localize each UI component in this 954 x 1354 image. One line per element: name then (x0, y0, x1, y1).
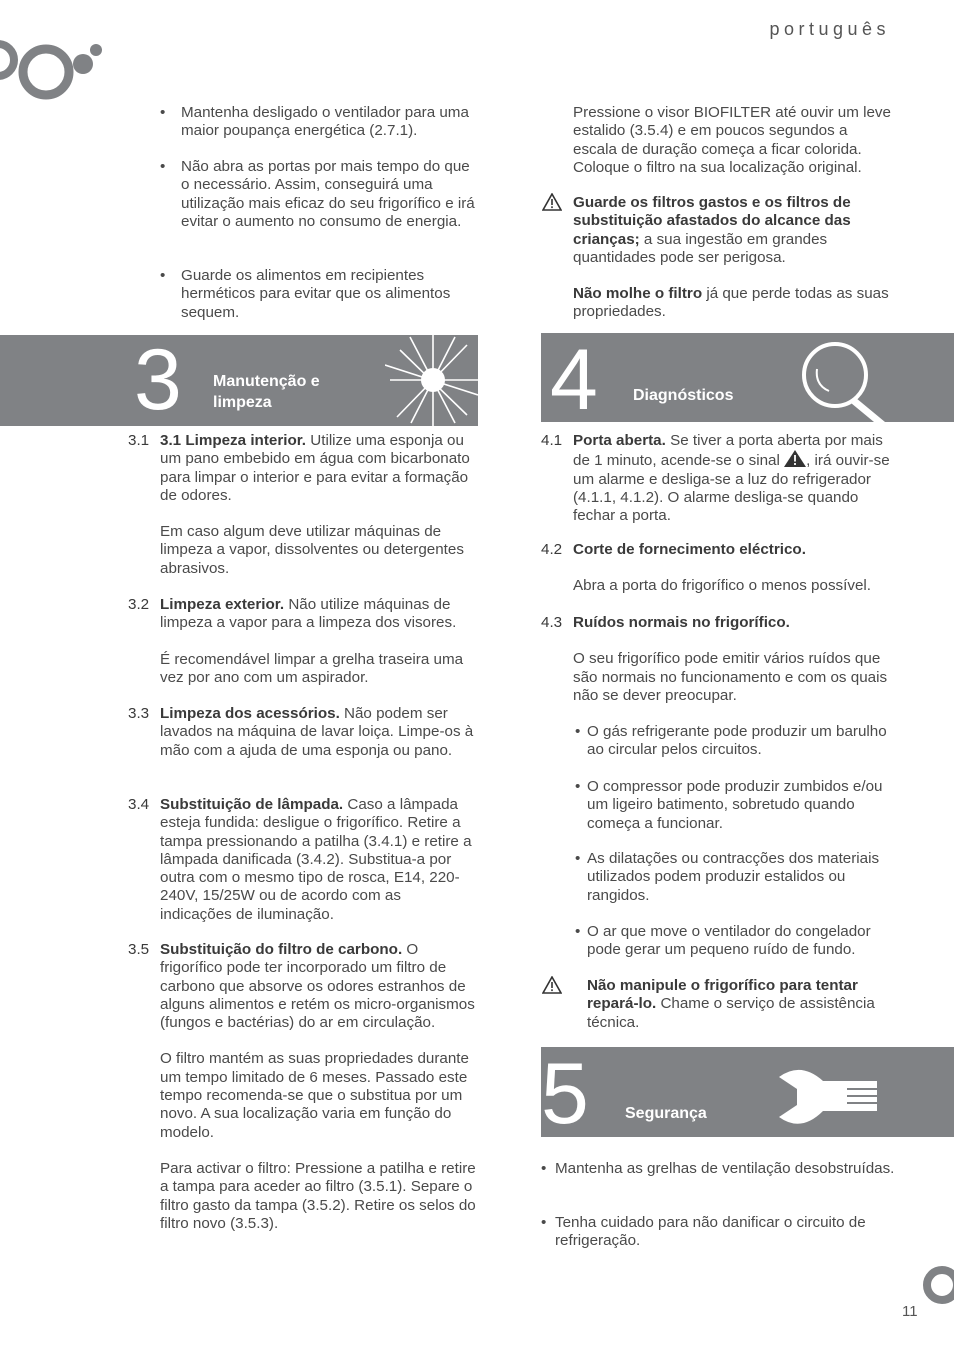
section-item-4-3: 4.3 Ruídos normais no frigorífico. O seu frigorífico pode emitir vários ruídos que são normais no funcionamento e com os quais não se dever preocupar. (541, 614, 888, 704)
section-3-banner: 3 Manutenção e limpeza (0, 335, 478, 426)
list-item: • As dilatações ou contracções dos materiais utilizados podem produzir estalidos ou rangidos. (575, 850, 880, 904)
list-item: • Mantenha as grelhas de ventilação desobstruídas. (541, 1160, 895, 1177)
list-item: • O compressor pode produzir zumbidos e/ou um ligeiro batimento, sobretudo quando começa a funcionar. (575, 778, 883, 832)
section-title: Manutenção e (213, 373, 320, 390)
warning-icon (542, 976, 562, 994)
warning-icon (784, 450, 806, 467)
bubbles-logo-icon (0, 20, 110, 104)
section-item-4-2: 4.2 Corte de fornecimento eléctrico. Abra a porta do frigorífico o menos possível. (541, 541, 871, 595)
section-item-3-1: 3.1 3.1 Limpeza interior. Utilize uma esponja ou um pano embebido em água com bicarbonato para limpar o interior e para evitar a formação de odores. Em caso algum deve utilizar máquinas de limpeza a vapor, dissolventes ou detergentes abrasivos. (128, 432, 470, 577)
section-4-banner (541, 333, 954, 422)
list-item: • Mantenha desligado o ventilador para uma maior poupança energética (2.7.1). (160, 104, 469, 140)
section-title: Segurança (625, 1105, 707, 1122)
section-title: Diagnósticos (633, 387, 734, 404)
language-label: português (769, 19, 890, 39)
section-item-3-3: 3.3 Limpeza dos acessórios. Não podem ser lavados na máquina de lavar loiça. Limpe-os à mão com a ajuda de uma esponja ou pano. (128, 705, 474, 759)
warning-repair: Não manipule o frigorífico para tentar repará-lo. Chame o serviço de assistência técnica. (587, 977, 875, 1031)
list-item: • Tenha cuidado para não danificar o circuito de refrigeração. (541, 1214, 866, 1250)
wrench-icon (771, 1067, 881, 1129)
warning-children: Guarde os filtros gastos e os filtros de substituição afastados do alcance das crianças; a sua ingestão em grandes quantidades pode ser perigosa. (573, 194, 851, 266)
section-number: 4 (550, 333, 598, 422)
section-item-3-4: 3.4 Substituição de lâmpada. Caso a lâmpada esteja fundida: desligue o frigorífico. Retire a tampa pressionando a patilha (3.4.1) e retire a lâmpada danificada (3.4.2). Substitua-a por outra com o mesmo tipo de rosca, E14, 220-240V, 15/25W ou de acordo com as indicações de iluminação. (128, 796, 472, 923)
warning-icon (542, 193, 562, 211)
list-item: • Guarde os alimentos em recipientes herméticos para evitar que os alimentos sequem. (160, 267, 451, 321)
section-item-4-1: 4.1 Porta aberta. Se tiver a porta aberta por mais de 1 minuto, acende-se o sinal , irá ouvir-se um alarme e desliga-se a luz do refrigerador (4.1.1, 4.1.2). O alarme desliga-se quando fechar a porta. (541, 432, 890, 525)
list-item: • O gás refrigerante pode produzir um barulho ao circular pelos circuitos. (575, 723, 887, 759)
ring-decoration-icon (920, 1265, 954, 1305)
list-item: • Não abra as portas por mais tempo do que o necessário. Assim, conseguirá uma utilização mais eficaz do seu frigorífico e irá evitar o aumento no consumo de energia. (160, 158, 475, 230)
magnifier-icon (799, 341, 889, 422)
section-item-3-5: 3.5 Substituição do filtro de carbono. O frigorífico pode ter incorporado um filtro de carbono que absorve os odores estranhos de alguns alimentos e retém os micro-organismos (fungos e bactérias) do ar em circulação. O filtro mantém as suas propriedades durante um tempo limitado de 6 meses. Passado este tempo recomenda-se que o substitua por um novo. A sua localização varia em função do modelo. Para activar o filtro: Pressione a patilha e retire a tampa para aceder ao filtro (3.5.1). Separe o filtro gasto da tampa (3.5.2). Retire os selos do filtro novo (3.5.3). (128, 941, 476, 1232)
wet-filter-note: Não molhe o filtro já que perde todas as suas propriedades. (573, 285, 889, 321)
list-item: • O ar que move o ventilador do congelador pode gerar um pequeno ruído de fundo. (575, 923, 871, 959)
filter-instructions: Pressione o visor BIOFILTER até ouvir um leve estalido (3.5.4) e em poucos segundos a escala de duração começa a ficar colorida. Coloque o filtro na sua localização original. (573, 104, 891, 176)
section-5-banner (541, 1047, 954, 1137)
page-number: 11 (902, 1303, 918, 1320)
section-item-3-2: 3.2 Limpeza exterior. Não utilize máquinas de limpeza a vapor para a limpeza dos visores. É recomendável limpar a grelha traseira uma vez por ano com um aspirador. (128, 596, 464, 686)
section-number: 3 (134, 335, 182, 426)
sparkle-icon (385, 335, 478, 426)
section-number: 5 (541, 1047, 589, 1137)
